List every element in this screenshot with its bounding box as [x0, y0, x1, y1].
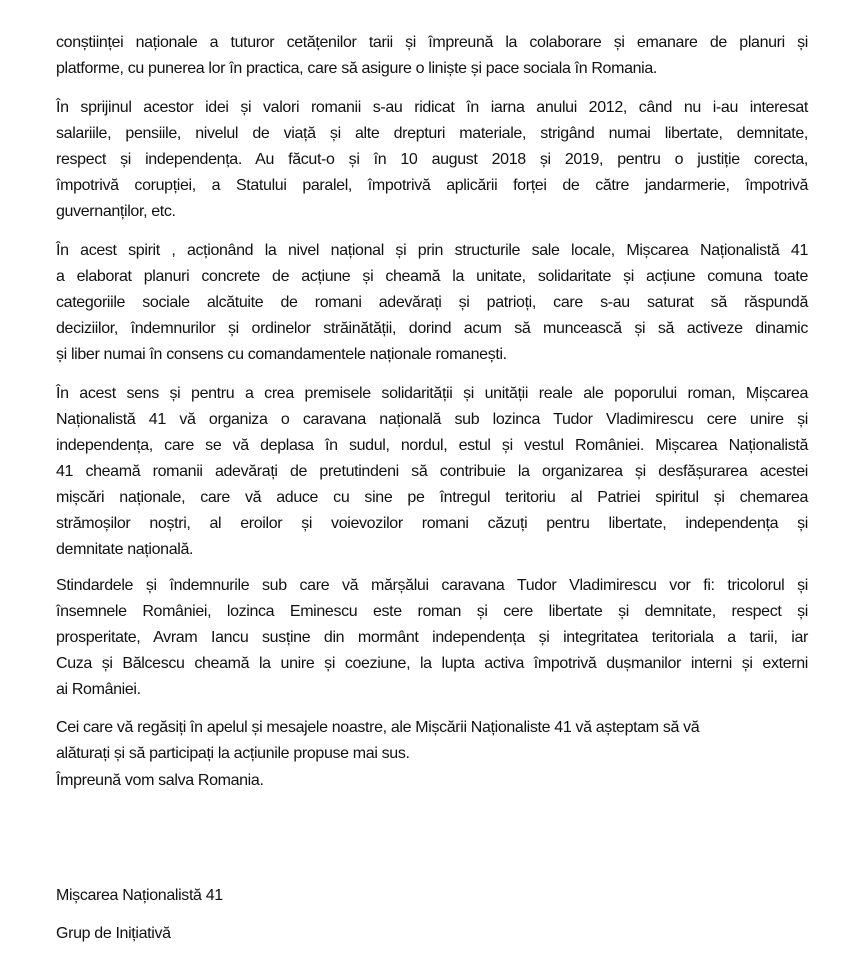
text-line: demnitate națională. [56, 541, 194, 558]
text-line: 41 cheamă romanii adevărați de pretutindeni să contribuie la organizarea și desfășurarea acestei [56, 463, 808, 480]
paragraph-4 [56, 381, 808, 563]
text-line: salariile, pensiile, nivelul de viață și alte drepturi materiale, strigând numai libertate, demnitate, [56, 125, 808, 142]
text-line: împotrivă corupției, a Statului paralel, împotrivă aplicării forței de către jandarmerie, împotrivă [56, 177, 808, 194]
text-line: însemnele României, lozinca Eminescu este roman și cere libertate și demnitate, respect și [56, 603, 808, 620]
text-line: alăturați și să participați la acțiunile propuse mai sus. [56, 745, 410, 762]
text-line: În acest spirit , acționând la nivel național și prin structurile sale locale, Mișcarea Naționalistă 41 [56, 242, 808, 259]
paragraph-1 [56, 30, 808, 82]
text-line: respect și independența. Au făcut-o și în 10 august 2018 și 2019, pentru o justiție corecta, [56, 151, 808, 168]
text-line: categoriile sociale alcătuite de romani adevărați și patrioți, care s-au saturat să răspundă [56, 294, 808, 311]
text-line: Stindardele și îndemnurile sub care vă mărșălui caravana Tudor Vladimirescu vor fi: tricolorul și [56, 577, 808, 594]
text-line: Cei care vă regăsiți în apelul și mesajele noastre, ale Mișcării Naționaliste 41 vă așteptam să vă [56, 719, 700, 736]
text-line: prosperitate, Avram Iancu susține din mormânt independența și integritatea teritoriala a tarii, iar [56, 629, 808, 646]
text-line: strămoșilor noștri, al eroilor și voievozilor romani căzuți pentru libertate, independența și [56, 515, 808, 532]
text-line: deciziilor, îndemnurilor și ordinelor străinătății, dorind acum să muncească și să activeze dinamic [56, 320, 808, 337]
text-line: Împreună vom salva Romania. [56, 772, 264, 789]
paragraph-5 [56, 573, 808, 703]
text-line: și liber numai în consens cu comandamentele naționale romanești. [56, 346, 507, 363]
text-line: Naționalistă 41 vă organiza o caravana națională sub lozinca Tudor Vladimirescu cere unire și [56, 411, 808, 428]
paragraph-7 [56, 768, 808, 794]
signature-group: Grup de Inițiativă [56, 925, 171, 942]
signature-organization: Mișcarea Naționalistă 41 [56, 887, 223, 904]
text-line: guvernanților, etc. [56, 203, 176, 220]
text-line: ai României. [56, 681, 141, 698]
text-line: conștiinței naționale a tuturor cetățenilor tarii și împreună la colaborare și emanare de planuri și [56, 34, 808, 51]
paragraph-3 [56, 238, 808, 368]
text-line: În sprijinul acestor idei și valori romanii s-au ridicat în iarna anului 2012, când nu i-au interesat [56, 99, 808, 116]
text-line: mișcări naționale, care vă aduce cu sine pe întregul teritoriu al Patriei spiritul și chemarea [56, 489, 808, 506]
paragraph-6 [56, 715, 808, 767]
text-line: a elaborat planuri concrete de acțiune și cheamă la unitate, solidaritate și acțiune comuna toate [56, 268, 808, 285]
text-line: În acest sens și pentru a crea premisele solidarității și unității reale ale poporului roman, Mișcarea [56, 385, 808, 402]
text-line: independența, care se vă deplasa în sudul, nordul, estul și vestul României. Mișcarea Naționalistă [56, 437, 808, 454]
paragraph-2 [56, 95, 808, 225]
text-line: Cuza și Bălcescu cheamă la unire și coeziune, la lupta activa împotrivă dușmanilor interni și externi [56, 655, 808, 672]
text-line: platforme, cu punerea lor în practica, care să asigure o liniște și pace sociala în Romania. [56, 60, 658, 77]
